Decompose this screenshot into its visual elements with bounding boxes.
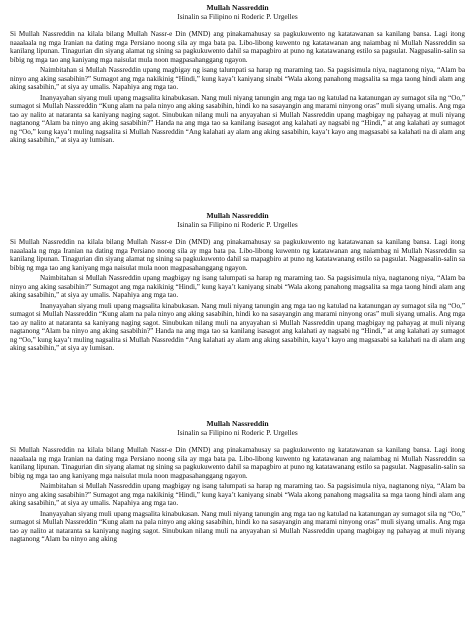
story-copy-2 bbox=[0, 211, 474, 355]
story-paragraph: Si Mullah Nassreddin na kilala bilang Mullah Nassr-e Din (MND) ang pinakamahusay sa pagkukuwento ng katatawanan sa kanilang bansa. Lagi itong naaalaala ng mga Iranian na dating mga Persiano noong sila ay mga bata pa. Libo-libong kuwento ng katatawanan ang naiambag ni Mullah Nassreddin sa kanilang lipunan. Tinagurian din siyang alamat ng sining sa pagkukuwento dahil sa mapagbiro at puno ng katatawanang estilo sa pagsulat. Nagpasalin-salin sa bibig ng mga tao ang kaniyang mga naisulat mula noon magpasahanggang ngayon. bbox=[10, 238, 465, 272]
story-paragraph: Naimbitahan si Mullah Nassreddin upang magbigay ng isang talumpati sa harap ng maraming tao. Sa pagsisimula niya, nagtanong niya, “Alam ba ninyo ang aking sasabihin?” Sumagot ang mga nakikinig “Hindi,” kung kaya’t kaniyang sinabi “Wala akong panahong magsalita sa mga taong hindi alam ang aking sasabihin,” at siya ay umalis. Napahiya ang mga tao. bbox=[10, 274, 465, 299]
story-paragraph-truncated: Inanyayahan siyang muli upang magsalita kinabukasan. Nang muli niyang tanungin ang mga tao ng katulad na katanungan ay sumagot sila ng “Oo,” sumagot si Mullah Nassreddin “Kung alam na pala ninyo ang aking sasabihin, hindi ko na sasayangin ang marami ninyong oras” muli siyang umalis. Ang mga tao ay nalito at nataranta sa kaniyang naging sagot. Sinubukan nilang muli na anyayahan si Mullah Nassreddin upang magbigay ng pahayag at muli niyang nagtanong “Alam ba ninyo ang aking bbox=[10, 509, 465, 543]
story-paragraph: Inanyayahan siyang muli upang magsalita kinabukasan. Nang muli niyang tanungin ang mga tao ng katulad na katanungan ay sumagot sila ng “Oo,” sumagot si Mullah Nassreddin “Kung alam na pala ninyo ang aking sasabihin, hindi ko na sasayangin ang marami ninyong oras” muli siyang umalis. Ang mga tao ay nalito at nataranta sa kaniyang naging sagot. Sinubukan nilang muli na anyayahan si Mullah Nassreddin upang magbigay ng pahayag at muli niyang nagtanong “Alam ba ninyo ang aking sasabihin?” Handa na ang mga tao sa kanilang isasagot ang kalahati ay nagsabi ng “Hindi,” at ang kalahati ay sumagot ng “Oo,” kung kaya’t muling nagsalita si Mullah Nassreddin “Ang kalahati ay alam ang aking sasabihin, kaya’t kayo ang magsasabi sa kalahati na di alam ang aking sasabihin,” at siya ay lumisan. bbox=[10, 301, 465, 352]
story-subtitle: Isinalin sa Filipino ni Roderic P. Urgelles bbox=[177, 12, 298, 21]
story-title: Mullah Nassreddin bbox=[206, 3, 269, 12]
story-paragraph: Si Mullah Nassreddin na kilala bilang Mullah Nassr-e Din (MND) ang pinakamahusay sa pagkukuwento ng katatawanan sa kanilang bansa. Lagi itong naaalaala ng mga Iranian na dating mga Persiano noong sila ay mga bata pa. Libo-libong kuwento ng katatawanan ang naiambag ni Mullah Nassreddin sa kanilang lipunan. Tinagurian din siyang alamat ng sining sa pagkukuwento dahil sa mapagbiro at puno ng katatawanang estilo sa pagsulat. Nagpasalin-salin sa bibig ng mga tao ang kaniyang mga naisulat mula noon magpasahanggang ngayon. bbox=[10, 30, 465, 64]
story-copy-3 bbox=[0, 419, 474, 546]
story-copy-1 bbox=[0, 3, 474, 147]
story-paragraph: Naimbitahan si Mullah Nassreddin upang magbigay ng isang talumpati sa harap ng maraming tao. Sa pagsisimula niya, nagtanong niya, “Alam ba ninyo ang aking sasabihin?” Sumagot ang mga nakikinig “Hindi,” kung kaya’t kaniyang sinabi “Wala akong panahong magsalita sa mga taong hindi alam ang aking sasabihin,” at siya ay umalis. Napahiya ang mga tao. bbox=[10, 66, 465, 91]
story-title: Mullah Nassreddin bbox=[206, 419, 269, 428]
story-paragraph: Naimbitahan si Mullah Nassreddin upang magbigay ng isang talumpati sa harap ng maraming tao. Sa pagsisimula niya, nagtanong niya, “Alam ba ninyo ang aking sasabihin?” Sumagot ang mga nakikinig “Hindi,” kung kaya’t kaniyang sinabi “Wala akong panahong magsalita sa mga taong hindi alam ang aking sasabihin,” at siya ay umalis. Napahiya ang mga tao. bbox=[10, 482, 465, 507]
story-paragraph: Inanyayahan siyang muli upang magsalita kinabukasan. Nang muli niyang tanungin ang mga tao ng katulad na katanungan ay sumagot sila ng “Oo,” sumagot si Mullah Nassreddin “Kung alam na pala ninyo ang aking sasabihin, hindi ko na sasayangin ang marami ninyong oras” muli siyang umalis. Ang mga tao ay nalito at nataranta sa kaniyang naging sagot. Sinubukan nilang muli na anyayahan si Mullah Nassreddin upang magbigay ng pahayag at muli niyang nagtanong “Alam ba ninyo ang aking sasabihin?” Handa na ang mga tao sa kanilang isasagot ang kalahati ay nagsabi ng “Hindi,” at ang kalahati ay sumagot ng “Oo,” kung kaya’t muling nagsalita si Mullah Nassreddin “Ang kalahati ay alam ang aking sasabihin, kaya’t kayo ang magsasabi sa kalahati na di alam ang aking sasabihin,” at siya ay lumisan. bbox=[10, 93, 465, 144]
story-paragraph: Si Mullah Nassreddin na kilala bilang Mullah Nassr-e Din (MND) ang pinakamahusay sa pagkukuwento ng katatawanan sa kanilang bansa. Lagi itong naaalaala ng mga Iranian na dating mga Persiano noong sila ay mga bata pa. Libo-libong kuwento ng katatawanan ang naiambag ni Mullah Nassreddin sa kanilang lipunan. Tinagurian din siyang alamat ng sining sa pagkukuwento dahil sa mapagbiro at puno ng katatawanang estilo sa pagsulat. Nagpasalin-salin sa bibig ng mga tao ang kaniyang mga naisulat mula noon magpasahanggang ngayon. bbox=[10, 446, 465, 480]
story-title: Mullah Nassreddin bbox=[206, 211, 269, 220]
story-subtitle: Isinalin sa Filipino ni Roderic P. Urgelles bbox=[177, 220, 298, 229]
story-subtitle: Isinalin sa Filipino ni Roderic P. Urgelles bbox=[177, 428, 298, 437]
